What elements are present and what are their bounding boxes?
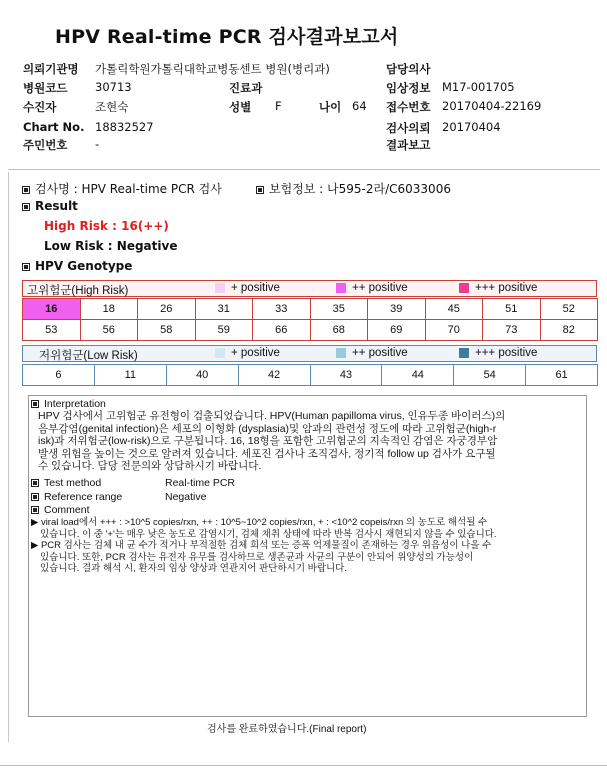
- genotype-cell: 35: [310, 299, 368, 320]
- square-bullet-icon: [22, 203, 30, 211]
- legend-swatch-light: [215, 283, 225, 293]
- legend-swatch-medium: [336, 348, 346, 358]
- age-label: 나이: [319, 100, 342, 114]
- genotype-cell: 6: [23, 365, 95, 386]
- result-report-label: 결과보고: [386, 138, 431, 152]
- genotype-cell: 18: [80, 299, 138, 320]
- legend-plusplus: ++ positive: [336, 347, 408, 359]
- comment-line: ▶ PCR 검사는 검체 내 균 수가 적거나 부적절한 검체 희석 또는 증폭 억제물질이 존재하는 경우 위음성이 나올 수: [31, 540, 492, 551]
- patient-label: 수진자: [23, 100, 57, 114]
- high-risk-result: High Risk : 16(++): [44, 219, 169, 233]
- square-bullet-icon: [31, 493, 39, 501]
- receipt-label: 접수번호: [386, 100, 431, 114]
- insurance-row: [256, 180, 451, 197]
- genotype-cell: 44: [382, 365, 454, 386]
- low-risk-genotype-table: [22, 364, 598, 386]
- genotype-cell: 56: [80, 320, 138, 341]
- hospital-code-label: 병원코드: [23, 81, 68, 95]
- test-method-label: Test method: [44, 477, 102, 489]
- genotype-cell: 39: [368, 299, 426, 320]
- request-label: 검사의뢰: [386, 121, 431, 135]
- interpretation-line: 음부감염(genital infection)은 세포의 이형화 (dysplasia)및 암과의 관련성 정도에 따라 고위험군(high-r: [38, 422, 497, 435]
- receipt-value: 20170404-22169: [442, 99, 542, 113]
- high-risk-title: 고위험군(High Risk): [27, 285, 129, 297]
- genotype-heading: HPV Genotype: [35, 259, 133, 273]
- genotype-cell: 40: [166, 365, 238, 386]
- genotype-cell: 69: [368, 320, 426, 341]
- table-row: [23, 365, 598, 386]
- genotype-cell: 53: [23, 320, 81, 341]
- genotype-cell: 59: [195, 320, 253, 341]
- department-label: 진료과: [229, 81, 263, 95]
- comment-text: [31, 517, 497, 575]
- interpretation-line: 수 있습니다. 담당 전문의와 상담하시기 바랍니다.: [38, 460, 262, 472]
- comment-line: 있습니다. 결과 해석 시, 환자의 임상 양상과 연관지어 판단하시기 바랍니다.: [40, 563, 347, 574]
- legend-swatch-light: [215, 348, 225, 358]
- genotype-cell: 31: [195, 299, 253, 320]
- doctor-label: 담당의사: [386, 62, 431, 76]
- square-bullet-icon: [31, 506, 39, 514]
- interpretation-text: [38, 410, 505, 473]
- low-risk-legend-bar: [22, 345, 597, 362]
- patient-value: 조현숙: [95, 100, 129, 114]
- legend-plusplus: ++ positive: [336, 282, 408, 294]
- genotype-cell: 73: [483, 320, 541, 341]
- square-bullet-icon: [31, 400, 39, 408]
- genotype-cell: 16: [23, 299, 81, 320]
- id-label: 주민번호: [23, 138, 68, 152]
- interpretation-line: 발생 위험을 높이는 것으로 알려져 있습니다. 세포진 검사나 조직검사, 정기적 follow up 검사가 요구될: [38, 447, 496, 460]
- square-bullet-icon: [31, 479, 39, 487]
- id-value: -: [95, 137, 100, 151]
- high-risk-genotype-table: [22, 298, 598, 341]
- footer-divider: [0, 765, 607, 766]
- genotype-cell: 68: [310, 320, 368, 341]
- legend-plus: + positive: [215, 282, 280, 294]
- interpretation-heading: Interpretation: [44, 398, 106, 410]
- reference-range-row: [31, 491, 122, 504]
- low-risk-result: Low Risk : Negative: [44, 239, 178, 253]
- test-method-row: [31, 477, 101, 490]
- comment-heading-row: [31, 504, 90, 517]
- report-title: HPV Real-time PCR 검사결과보고서: [55, 26, 399, 48]
- result-heading-row: [22, 199, 78, 213]
- legend-swatch-medium: [336, 283, 346, 293]
- genotype-cell: 61: [526, 365, 598, 386]
- comment-line: ▶ viral load에서 +++ : >10^5 copies/rxn, ++ : 10^5~10^2 copies/rxn, + : <10^2 copeis/rxn 의 농도로 해석될 수: [31, 517, 488, 528]
- insurance-info: 보험정보 : 나595-2라/C6033006: [269, 182, 451, 196]
- legend-plusplusplus: +++ positive: [459, 282, 537, 294]
- institution-label: 의뢰기관명: [23, 62, 79, 76]
- sex-label: 성별: [229, 100, 252, 114]
- square-bullet-icon: [22, 186, 30, 194]
- interpretation-line: isk)과 저위험군(low-risk)으로 구분됩니다. 16, 18형을 포함한 고위험군의 지속적인 감염은 자궁경부암: [38, 435, 498, 447]
- age-value: 64: [352, 99, 367, 113]
- hospital-code-value: 30713: [95, 80, 132, 94]
- chart-label: Chart No.: [23, 120, 85, 134]
- low-risk-title: 저위험군(Low Risk): [39, 350, 138, 362]
- table-row: [23, 320, 598, 341]
- interpretation-heading-row: [31, 398, 106, 411]
- interpretation-line: HPV 검사에서 고위험군 유전형이 검출되었습니다. HPV(Human papilloma virus, 인유두종 바이러스)의: [38, 410, 506, 422]
- genotype-cell: 58: [138, 320, 196, 341]
- legend-swatch-dark: [459, 283, 469, 293]
- high-risk-legend-bar: [22, 280, 597, 297]
- reference-range-label: Reference range: [44, 491, 123, 503]
- comment-line: 있습니다. 이 중 '+'는 매우 낮은 농도로 감염시기, 검체 채취 상태에 따라 반복 검사시 재현되지 않을 수 있습니다.: [40, 528, 497, 540]
- interpretation-box: [28, 395, 587, 717]
- comment-line: 있습니다. 또한, PCR 검사는 유전자 유무를 검사하므로 생존균과 사균의 구분이 안되어 위양성의 가능성이: [40, 551, 474, 563]
- genotype-cell: 70: [425, 320, 483, 341]
- legend-swatch-dark: [459, 348, 469, 358]
- genotype-cell: 51: [483, 299, 541, 320]
- genotype-cell: 42: [238, 365, 310, 386]
- test-name: 검사명 : HPV Real-time PCR 검사: [35, 182, 222, 196]
- genotype-cell: 54: [454, 365, 526, 386]
- comment-heading: Comment: [44, 504, 90, 516]
- legend-plusplusplus: +++ positive: [459, 347, 537, 359]
- square-bullet-icon: [22, 263, 30, 271]
- header-divider: [8, 169, 600, 170]
- genotype-cell: 26: [138, 299, 196, 320]
- genotype-cell: 52: [540, 299, 598, 320]
- sex-value: F: [275, 99, 282, 113]
- genotype-cell: 66: [253, 320, 311, 341]
- genotype-cell: 45: [425, 299, 483, 320]
- clinical-info-value: M17-001705: [442, 80, 515, 94]
- reference-range-value: Negative: [165, 491, 207, 503]
- table-row: [23, 299, 598, 320]
- genotype-cell: 11: [94, 365, 166, 386]
- genotype-cell: 82: [540, 320, 598, 341]
- legend-plus: + positive: [215, 347, 280, 359]
- genotype-cell: 43: [310, 365, 382, 386]
- clinical-info-label: 임상정보: [386, 81, 431, 95]
- test-name-row: [22, 180, 222, 197]
- genotype-cell: 33: [253, 299, 311, 320]
- square-bullet-icon: [256, 186, 264, 194]
- genotype-heading-row: [22, 259, 132, 273]
- result-heading: Result: [35, 199, 78, 213]
- institution-value: 가톨릭학원가톨릭대학교병동센트 병원(병리과): [95, 62, 330, 76]
- final-report-note: 검사를 완료하였습니다.(Final report): [207, 724, 367, 735]
- test-method-value: Real-time PCR: [165, 477, 236, 489]
- chart-value: 18832527: [95, 120, 154, 134]
- request-value: 20170404: [442, 120, 501, 134]
